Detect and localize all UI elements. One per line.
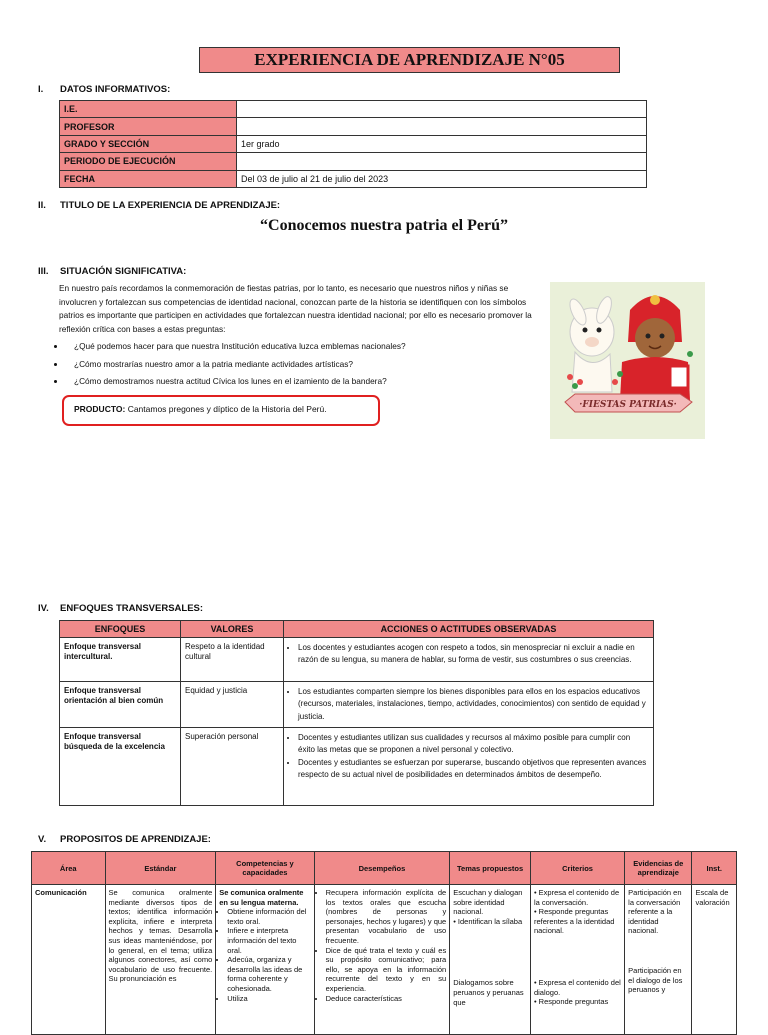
area-cell: Comunicación — [32, 885, 106, 1035]
enfoque-cell: Enfoque transversal búsqueda de la excelencia — [60, 728, 181, 806]
column-header: Competencias y capacidades — [216, 852, 314, 885]
list-item: • Infiere e interpreta información del texto oral. — [227, 926, 310, 955]
desempenos-cell — [314, 885, 450, 1035]
inst-cell: Escala de valoración — [692, 885, 737, 1035]
datos-value — [237, 118, 647, 135]
tema-item: Escuchan y dialogan sobre identidad nacional. — [453, 888, 523, 917]
datos-table — [59, 100, 647, 188]
producto-label: PRODUCTO: — [74, 404, 126, 414]
producto-text: Cantamos pregones y díptico de la Historia del Perú. — [125, 404, 327, 414]
column-header: Criterios — [530, 852, 624, 885]
criterio-item: • Expresa el contenido de la conversación. — [533, 888, 620, 907]
preguntas-list — [52, 340, 556, 393]
column-header: Evidencias de aprendizaje — [625, 852, 692, 885]
list-item: • Adecúa, organiza y desarrolla las ideas de forma coherente y cohesionada. — [227, 955, 310, 993]
acciones-cell — [284, 682, 654, 728]
competencias-cell — [216, 885, 314, 1035]
section-heading-enfoques: IV. ENFOQUES TRANSVERSALES: — [38, 603, 204, 614]
competencia-name: Se comunica oralmente en su lengua materna. — [219, 888, 304, 907]
section-heading-propositos: V. PROPOSITOS DE APRENDIZAJE: — [38, 834, 211, 845]
list-item: • Recupera información explícita de los textos orales que escucha (nombres de personas y personajes, hechos y lugares) y que presentan vocabulario de uso frecuente. — [326, 888, 447, 946]
tema-item: • Identifican la sílaba — [453, 916, 523, 926]
table-header-row — [60, 621, 654, 638]
enfoques-table — [59, 620, 654, 806]
datos-label: FECHA — [60, 170, 237, 187]
illustration-banner-text: ·FIESTAS PATRIAS· — [579, 400, 677, 410]
list-item: • Los docentes y estudiantes acogen con respeto a todos, sin menospreciar ni excluir a nadie en razón de su lengua, su manera de hablar, su forma de vestir, sus costumbres o sus creencias. — [298, 642, 649, 667]
criterio-item: • Responde preguntas referentes a la identidad nacional. — [533, 907, 615, 936]
table-row — [60, 101, 647, 118]
criterios-cell — [530, 885, 624, 1035]
valor-cell: Superación personal — [181, 728, 284, 806]
illustration-svg — [550, 282, 705, 439]
column-header: ENFOQUES — [60, 621, 181, 638]
datos-value — [237, 153, 647, 170]
column-header: ACCIONES O ACTITUDES OBSERVADAS — [284, 621, 654, 638]
column-header: Estándar — [105, 852, 216, 885]
enfoque-cell: Enfoque transversal intercultural. — [60, 638, 181, 682]
page-title: EXPERIENCIA DE APRENDIZAJE N°05 — [199, 47, 620, 73]
datos-value — [237, 101, 647, 118]
valor-cell: Equidad y justicia — [181, 682, 284, 728]
evidencia-item: Participación en el dialogo de los peruanos y — [628, 965, 683, 995]
list-item: • ¿Qué podemos hacer para que nuestra Institución educativa luzca emblemas nacionales? — [66, 340, 556, 353]
propositos-table — [31, 851, 737, 1035]
acciones-cell — [284, 728, 654, 806]
producto-box — [62, 395, 380, 426]
table-row — [60, 728, 654, 806]
evidencias-cell — [625, 885, 692, 1035]
datos-label: I.E. — [60, 101, 237, 118]
datos-value: 1er grado — [237, 135, 647, 152]
list-item: • ¿Cómo mostrarías nuestro amor a la patria mediante actividades artísticas? — [66, 358, 556, 371]
list-item: • Deduce características — [326, 994, 447, 1004]
table-row — [32, 885, 737, 1035]
list-item: • ¿Cómo demostramos nuestra actitud Cívica los lunes en el izamiento de la bandera? — [66, 375, 556, 388]
list-item: • Los estudiantes comparten siempre los bienes disponibles para ellos en los espacios educativos (recursos, materiales, instalaciones, tiempo, actividades, conocimientos) con sentido de equidad y justicia. — [298, 686, 649, 723]
datos-label: GRADO Y SECCIÓN — [60, 135, 237, 152]
datos-value: Del 03 de julio al 21 de julio del 2023 — [237, 170, 647, 187]
column-header: VALORES — [181, 621, 284, 638]
column-header: Inst. — [692, 852, 737, 885]
table-row — [60, 170, 647, 187]
table-row — [60, 153, 647, 170]
situacion-text: En nuestro país recordamos la conmemoración de fiestas patrias, por lo tanto, es necesario que nuestros niños y niñas se involucren y fortalezcan sus competencias de identidad nacional, conozcan parte de la historia se identifiquen con los símbolos patrios es importante que participen en actividades que fortalezcan nuestra identidad nacional; por ello es necesario promover la reflexión crítica con bases a estas preguntas: — [59, 283, 532, 334]
table-row — [60, 135, 647, 152]
tema-item: Dialogamos sobre peruanos y peruanas que — [453, 978, 524, 1007]
column-header: Área — [32, 852, 106, 885]
section-heading-datos: I. DATOS INFORMATIVOS: — [38, 84, 171, 95]
evidencia-item: Participación en la conversación referente a la identidad nacional. — [628, 888, 682, 936]
criterio-item: • Expresa el contenido del dialogo. — [533, 977, 621, 997]
table-row — [60, 638, 654, 682]
datos-label: PERIODO DE EJECUCIÓN — [60, 153, 237, 170]
list-item: • Docentes y estudiantes utilizan sus cualidades y recursos al máximo posible para cumplir con éxito las metas que se proponen a nivel personal y colectivo. — [298, 732, 649, 757]
table-row — [60, 118, 647, 135]
table-header-row — [32, 852, 737, 885]
criterio-item: • Responde preguntas — [533, 997, 609, 1007]
section-heading-titulo: II. TITULO DE LA EXPERIENCIA DE APRENDIZAJE: — [38, 200, 281, 211]
acciones-cell — [284, 638, 654, 682]
temas-cell — [450, 885, 531, 1035]
list-item: • Dice de qué trata el texto y cuál es su propósito comunicativo; para ello, se apoya en la información recurrente del texto y en su experiencia. — [326, 946, 447, 994]
list-item: • Obtiene información del texto oral. — [227, 907, 310, 926]
datos-label: PROFESOR — [60, 118, 237, 135]
section-heading-situacion: III. SITUACIÓN SIGNIFICATIVA: — [38, 266, 187, 277]
column-header: Desempeños — [314, 852, 450, 885]
valor-cell: Respeto a la identidad cultural — [181, 638, 284, 682]
estandar-cell: Se comunica oralmente mediante diversos tipos de textos; identifica información explícita, infiere e interpreta hechos y temas. Desarrolla sus ideas manteniéndose, por lo general, en el tema; utiliza algunos conectores, así como vocabulario de uso frecuente. Su pronunciación es — [105, 885, 216, 1035]
list-item: • Docentes y estudiantes se esfuerzan por superarse, buscando objetivos que representen avances respecto de su actual nivel de posibilidades en determinados ámbitos de desempeño. — [298, 757, 649, 782]
table-row — [60, 682, 654, 728]
list-item: • Utiliza — [227, 994, 310, 1004]
fiestas-patrias-illustration — [550, 282, 705, 439]
experience-title: “Conocemos nuestra patria el Perú” — [260, 217, 508, 234]
enfoque-cell: Enfoque transversal orientación al bien común — [60, 682, 181, 728]
column-header: Temas propuestos — [450, 852, 531, 885]
